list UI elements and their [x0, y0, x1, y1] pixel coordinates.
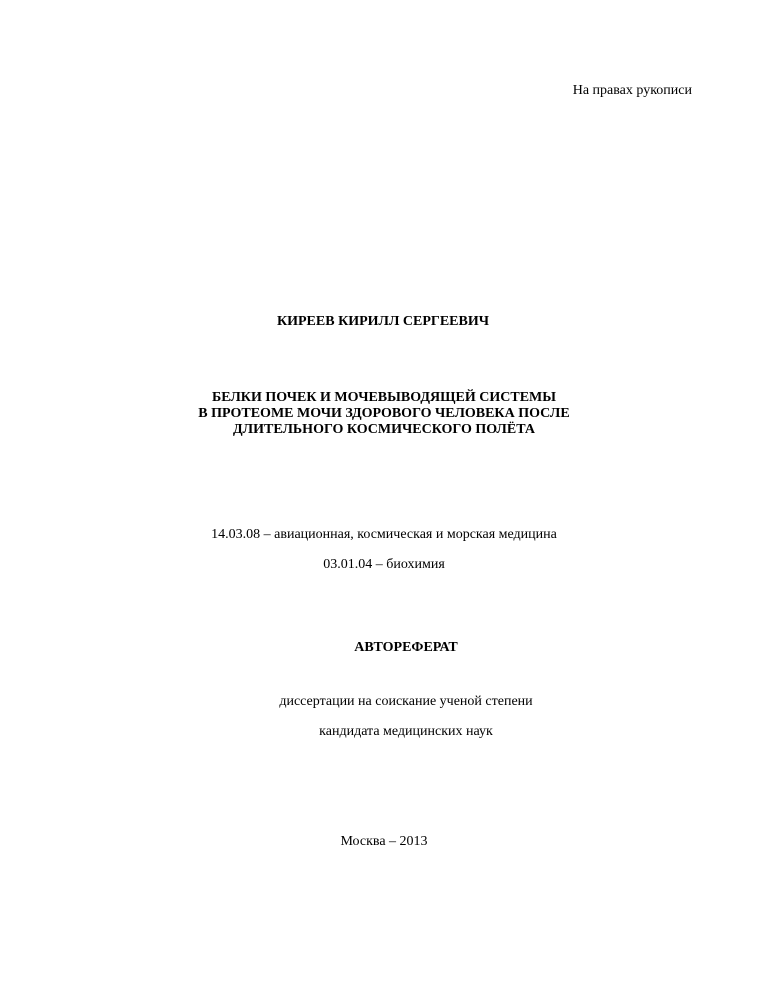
specialty-2: 03.01.04 – биохимия [323, 557, 445, 572]
rights-note: На правах рукописи [572, 83, 692, 98]
title-line-3: ДЛИТЕЛЬНОГО КОСМИЧЕСКОГО ПОЛЁТА [233, 422, 535, 437]
degree-description-line-2: кандидата медицинских наук [319, 724, 493, 739]
document-type-label: АВТОРЕФЕРАТ [354, 640, 458, 655]
specialty-1: 14.03.08 – авиационная, космическая и морская медицина [211, 527, 557, 542]
degree-description-line-1: диссертации на соискание ученой степени [279, 694, 533, 709]
title-line-2: В ПРОТЕОМЕ МОЧИ ЗДОРОВОГО ЧЕЛОВЕКА ПОСЛЕ [198, 406, 570, 421]
dissertation-title [0, 390, 768, 438]
title-line-1: БЕЛКИ ПОЧЕК И МОЧЕВЫВОДЯЩЕЙ СИСТЕМЫ [211, 390, 557, 405]
city-year: Москва – 2013 [340, 834, 428, 849]
author-name: КИРЕЕВ КИРИЛЛ СЕРГЕЕВИЧ [276, 314, 490, 329]
